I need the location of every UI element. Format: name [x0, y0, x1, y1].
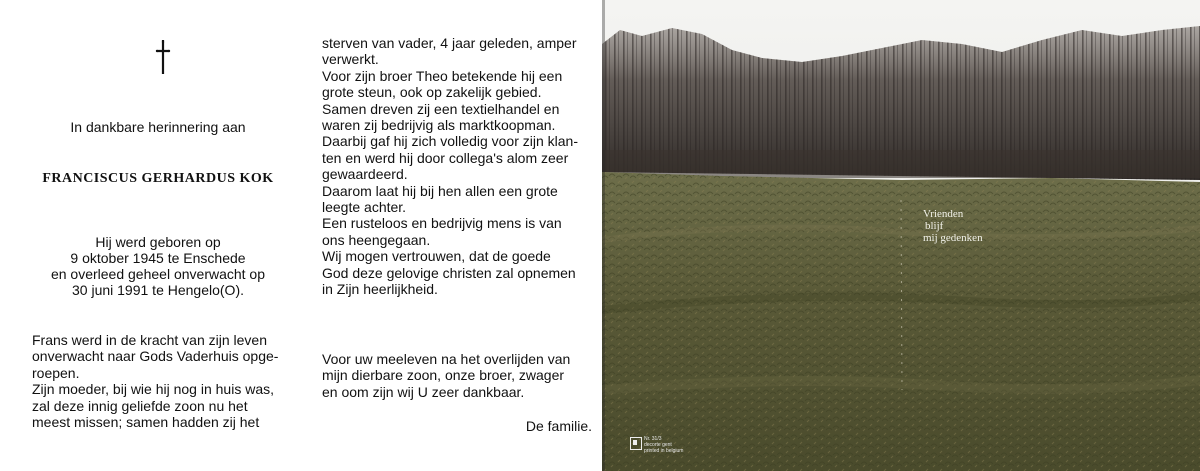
text-line: verwerkt.: [322, 51, 379, 68]
text-line: Een rusteloos en bedrijvig mens is van: [322, 215, 562, 232]
text-line: mijn dierbare zoon, onze broer, zwager: [322, 367, 565, 384]
poem-line: mij gedenken: [923, 232, 983, 244]
text-line: waren zij bedrijvig als marktkoopman.: [322, 117, 556, 134]
card-middle-page: [306, 0, 602, 471]
text-line: God deze gelovige christen zal opnemen: [322, 264, 576, 281]
thanks-text: [322, 351, 592, 400]
birth-line: 30 juni 1991 te Hengelo(O).: [72, 282, 244, 298]
text-line: sterven van vader, 4 jaar geleden, amper: [322, 35, 577, 51]
text-line: ten en werd hij door collega's alom zeer: [322, 149, 569, 166]
text-line: onverwacht naar Gods Vaderhuis opge-: [32, 348, 279, 365]
deceased-name: FRANCISCUS GERHARDUS KOK: [42, 171, 274, 186]
text-line: Voor uw meeleven na het overlijden van: [322, 351, 571, 367]
text-line: leegte achter.: [322, 199, 407, 216]
text-line: zal deze innig geliefde zoon nu het: [32, 397, 248, 414]
text-line: Frans werd in de kracht van zijn leven: [32, 332, 267, 348]
text-line: en oom zijn wij U zeer dankbaar.: [322, 383, 525, 400]
family-signature: De familie.: [525, 418, 592, 434]
text-line: Voor zijn broer Theo betekende hij een: [322, 67, 563, 84]
poem-line: blijf: [925, 220, 944, 232]
text-line: in Zijn heerlijkheid.: [322, 281, 438, 298]
birth-line: Hij werd geboren op: [95, 234, 221, 250]
text-line: roepen.: [32, 364, 80, 381]
text-line: Zijn moeder, bij wie hij nog in huis was,: [32, 381, 275, 398]
imprint-line: Nr. 31/3: [644, 436, 662, 442]
card-photo-page: [602, 0, 1200, 471]
memorial-text-continued: [322, 35, 592, 298]
card-left-page: [0, 0, 306, 471]
memorial-text: [32, 332, 302, 430]
imprint-line: decorte gent: [644, 442, 672, 448]
birth-line: 9 oktober 1945 te Enschede: [70, 250, 246, 266]
text-line: meest missen; samen hadden zij het: [32, 414, 260, 431]
text-line: Wij mogen vertrouwen, dat de goede: [322, 248, 551, 265]
text-line: gewaardeerd.: [322, 166, 408, 183]
imprint-line: printed in belgium: [644, 448, 684, 454]
cross-icon: [153, 40, 173, 74]
landscape-photo: [602, 0, 1200, 471]
text-line: ons heengegaan.: [322, 231, 431, 248]
birth-line: en overleed geheel onverwacht op: [50, 266, 266, 282]
publisher-logo-icon: [630, 437, 642, 450]
intro-text: In dankbare herinnering aan: [70, 119, 246, 135]
poem-overlay: [923, 208, 983, 244]
text-line: grote steun, ook op zakelijk gebied.: [322, 84, 542, 101]
birth-death-block: [10, 234, 306, 298]
text-line: Samen dreven zij een textielhandel en: [322, 100, 560, 117]
text-line: Daarbij gaf hij zich volledig voor zijn klan-: [322, 133, 579, 150]
printer-imprint: [644, 436, 683, 454]
poem-line: Vrienden: [923, 208, 964, 220]
text-line: Daarom laat hij bij hen allen een grote: [322, 182, 558, 199]
